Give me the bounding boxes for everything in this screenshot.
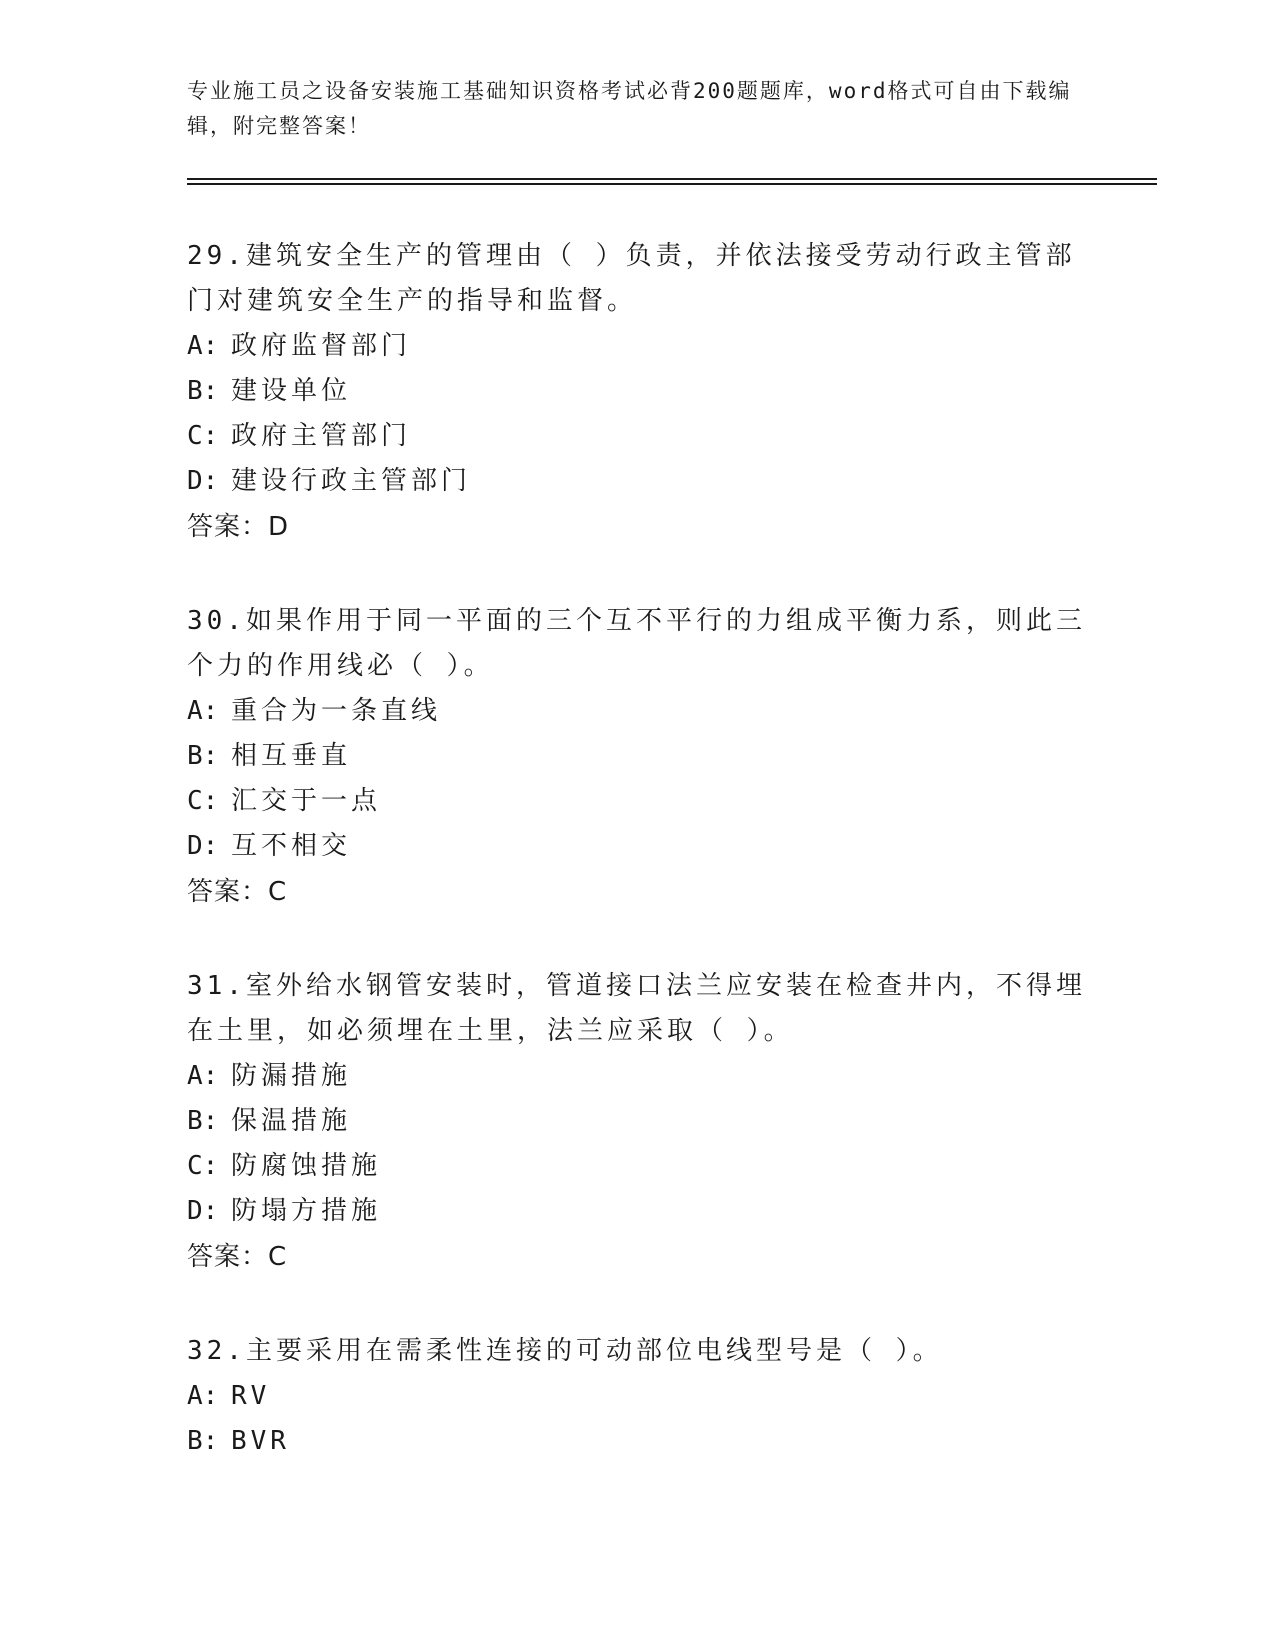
question-31 <box>187 964 1087 1280</box>
question-30 <box>187 599 1087 915</box>
option-d <box>187 824 1087 869</box>
option-a <box>187 1054 1087 1099</box>
option-text: 建设行政主管部门 <box>231 466 472 496</box>
option-letter: D: <box>187 1196 219 1226</box>
option-text: RV <box>231 1381 271 1411</box>
header-divider-bottom <box>187 183 1157 185</box>
option-letter: A: <box>187 331 219 361</box>
option-c <box>187 414 1087 459</box>
option-letter: B: <box>187 376 219 406</box>
option-d <box>187 1189 1087 1234</box>
option-c <box>187 1144 1087 1189</box>
option-letter: B: <box>187 1106 219 1136</box>
question-29 <box>187 234 1087 550</box>
option-c <box>187 779 1087 824</box>
question-stem: 30.如果作用于同一平面的三个互不平行的力组成平衡力系，则此三个力的作用线必（ ）。 <box>187 606 1086 681</box>
option-text: 防漏措施 <box>231 1061 352 1091</box>
option-text: 政府监督部门 <box>231 331 412 361</box>
option-text: 政府主管部门 <box>231 421 412 451</box>
document-header: 专业施工员之设备安装施工基础知识资格考试必背200题题库，word格式可自由下载编辑，附完整答案！ <box>187 79 1072 138</box>
option-text: 保温措施 <box>231 1106 352 1136</box>
option-b <box>187 734 1087 779</box>
option-letter: B: <box>187 1426 219 1456</box>
option-text: BVR <box>231 1426 290 1456</box>
option-letter: C: <box>187 421 219 451</box>
option-text: 相互垂直 <box>231 741 352 771</box>
option-text: 汇交于一点 <box>231 786 382 816</box>
option-text: 防腐蚀措施 <box>231 1151 382 1181</box>
option-a <box>187 324 1087 369</box>
option-letter: B: <box>187 741 219 771</box>
option-letter: D: <box>187 831 219 861</box>
option-text: 重合为一条直线 <box>231 696 442 726</box>
option-letter: D: <box>187 466 219 496</box>
option-text: 防塌方措施 <box>231 1196 382 1226</box>
question-stem: 31.室外给水钢管安装时，管道接口法兰应安装在检查井内，不得埋在土里，如必须埋在土里，法兰应采取（ ）。 <box>187 971 1086 1046</box>
option-a <box>187 689 1087 734</box>
option-b <box>187 1099 1087 1144</box>
option-b <box>187 1419 1087 1464</box>
option-text: 建设单位 <box>231 376 352 406</box>
question-stem: 32.主要采用在需柔性连接的可动部位电线型号是（ ）。 <box>187 1336 943 1366</box>
option-letter: A: <box>187 696 219 726</box>
option-b <box>187 369 1087 414</box>
option-text: 互不相交 <box>231 831 352 861</box>
question-32 <box>187 1329 1087 1464</box>
option-d <box>187 459 1087 504</box>
option-letter: C: <box>187 786 219 816</box>
option-letter: C: <box>187 1151 219 1181</box>
header-divider-top <box>187 178 1157 180</box>
option-letter: A: <box>187 1381 219 1411</box>
question-stem: 29.建筑安全生产的管理由（ ）负责，并依法接受劳动行政主管部门对建筑安全生产的指导和监督。 <box>187 241 1076 316</box>
answer-line: 答案：C <box>187 1242 288 1272</box>
option-letter: A: <box>187 1061 219 1091</box>
answer-line: 答案：D <box>187 512 290 542</box>
option-a <box>187 1374 1087 1419</box>
answer-line: 答案：C <box>187 877 288 907</box>
